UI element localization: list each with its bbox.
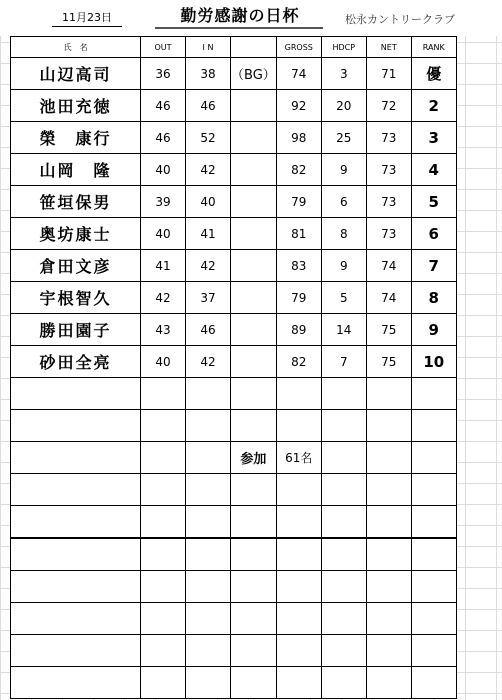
player-name: 山岡 隆 [11,154,141,186]
player-name: 倉田文彦 [11,250,141,282]
col-rank-header: RANK [411,37,456,58]
out-score: 42 [141,282,186,314]
hdcp-value: 3 [321,58,366,90]
out-score: 40 [141,218,186,250]
hdcp-value: 9 [321,250,366,282]
col-out-header: OUT [141,37,186,58]
player-name: 笹垣保男 [11,186,141,218]
hdcp-value: 20 [321,90,366,122]
empty-row [11,538,457,571]
note-cell [231,122,277,154]
out-score: 43 [141,314,186,346]
net-score: 75 [366,346,411,378]
results-table [10,36,457,699]
note-cell [231,186,277,218]
empty-row [11,506,457,539]
net-score: 73 [366,154,411,186]
hdcp-value: 8 [321,218,366,250]
participants-count: 61名 [276,442,321,474]
table-row [11,154,457,186]
col-gross-header: GROSS [276,37,321,58]
note-cell [231,218,277,250]
rank-value: 9 [411,314,456,346]
table-row [11,218,457,250]
player-name: 勝田園子 [11,314,141,346]
event-title: 勤労感謝の日杯 [180,6,300,25]
event-date: 11月23日 [52,10,122,27]
hdcp-value: 5 [321,282,366,314]
in-score: 38 [186,58,231,90]
in-score: 42 [186,346,231,378]
hdcp-value: 7 [321,346,366,378]
col-in-header: I N [186,37,231,58]
in-score: 46 [186,90,231,122]
rank-value: 優 [411,58,456,90]
gross-score: 82 [276,154,321,186]
out-score: 36 [141,58,186,90]
net-score: 74 [366,250,411,282]
out-score: 40 [141,154,186,186]
net-score: 75 [366,314,411,346]
club-name: 松永カントリークラブ [345,13,455,26]
table-row [11,186,457,218]
net-score: 71 [366,58,411,90]
note-cell [231,154,277,186]
in-score: 41 [186,218,231,250]
in-score: 46 [186,314,231,346]
rank-value: 8 [411,282,456,314]
rank-value: 4 [411,154,456,186]
header-row [11,37,457,58]
empty-row [11,603,457,635]
net-score: 73 [366,218,411,250]
table-row [11,314,457,346]
in-score: 42 [186,154,231,186]
note-cell [231,346,277,378]
table-row [11,346,457,378]
title-underline [155,27,323,29]
empty-row [11,378,457,410]
gross-score: 89 [276,314,321,346]
rank-value: 5 [411,186,456,218]
in-score: 52 [186,122,231,154]
hdcp-value: 6 [321,186,366,218]
gross-score: 82 [276,346,321,378]
col-name-header: 氏 名 [11,37,141,58]
note-cell: （BG） [231,58,277,90]
table-row [11,282,457,314]
note-cell [231,282,277,314]
player-name: 砂田全亮 [11,346,141,378]
player-name: 奥坊康士 [11,218,141,250]
empty-row [11,667,457,699]
table-row [11,58,457,90]
gross-score: 81 [276,218,321,250]
gross-score: 98 [276,122,321,154]
out-score: 46 [141,122,186,154]
player-name: 榮 康行 [11,122,141,154]
net-score: 74 [366,282,411,314]
table-row [11,250,457,282]
note-cell [231,90,277,122]
player-name: 池田充徳 [11,90,141,122]
gross-score: 79 [276,186,321,218]
col-net-header: NET [366,37,411,58]
note-cell [231,314,277,346]
gross-score: 92 [276,90,321,122]
rank-value: 2 [411,90,456,122]
empty-row [11,410,457,442]
empty-row [11,474,457,506]
rank-value: 7 [411,250,456,282]
net-score: 73 [366,186,411,218]
player-name: 山辺高司 [11,58,141,90]
table-row [11,90,457,122]
hdcp-value: 14 [321,314,366,346]
out-score: 39 [141,186,186,218]
in-score: 37 [186,282,231,314]
in-score: 42 [186,250,231,282]
out-score: 46 [141,90,186,122]
empty-row [11,635,457,667]
gross-score: 79 [276,282,321,314]
rank-value: 10 [411,346,456,378]
rank-value: 6 [411,218,456,250]
out-score: 41 [141,250,186,282]
hdcp-value: 25 [321,122,366,154]
net-score: 73 [366,122,411,154]
table-row [11,122,457,154]
participants-row [11,442,457,474]
gross-score: 74 [276,58,321,90]
in-score: 40 [186,186,231,218]
col-note-header [231,37,277,58]
player-name: 宇根智久 [11,282,141,314]
out-score: 40 [141,346,186,378]
hdcp-value: 9 [321,154,366,186]
net-score: 72 [366,90,411,122]
col-hdcp-header: HDCP [321,37,366,58]
rank-value: 3 [411,122,456,154]
sheet-header [0,0,502,36]
empty-row [11,571,457,603]
participants-label: 参加 [231,442,277,474]
gross-score: 83 [276,250,321,282]
note-cell [231,250,277,282]
